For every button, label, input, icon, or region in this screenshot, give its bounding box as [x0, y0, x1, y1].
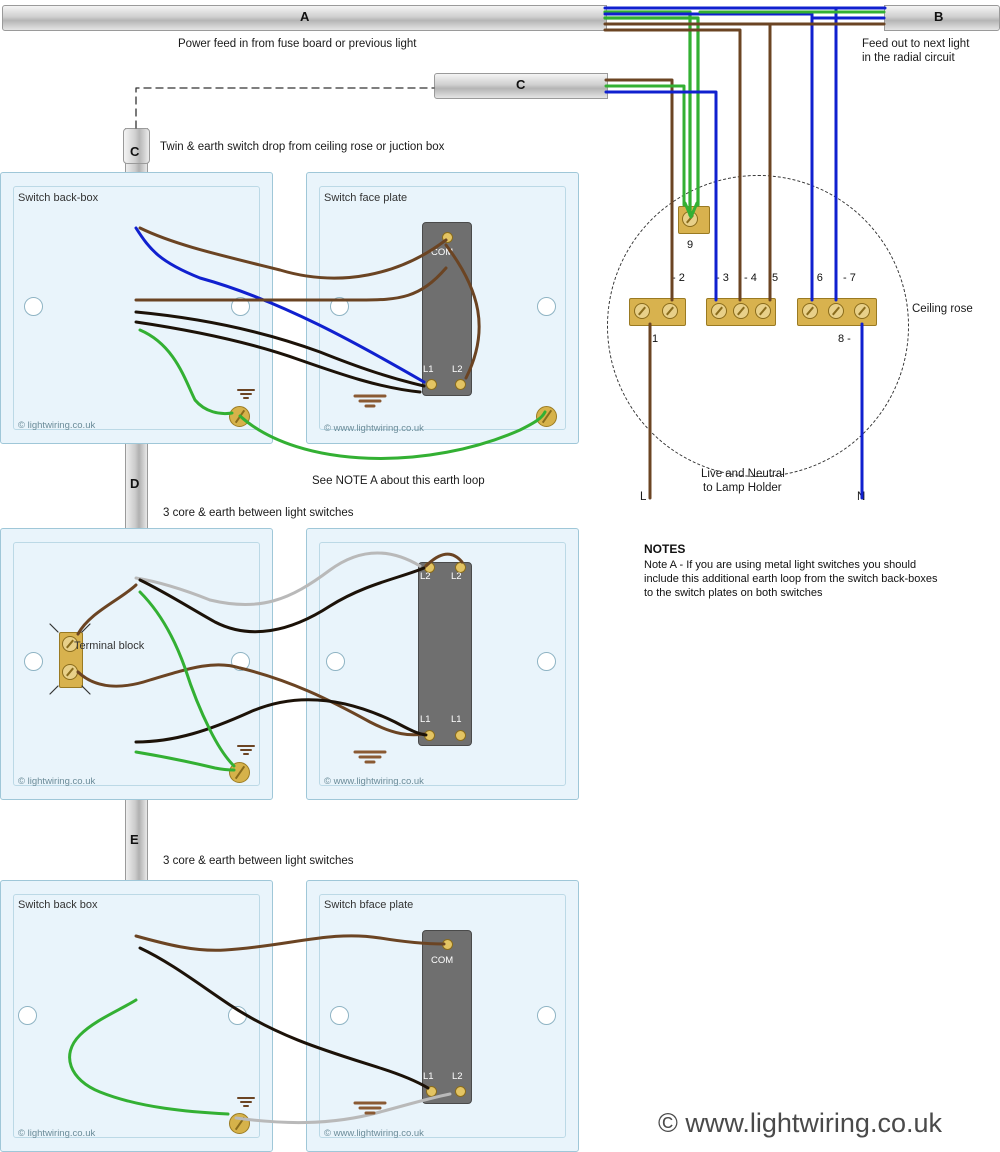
wire-s2-brown-from-block: [78, 665, 240, 686]
cable-d-label: D: [130, 476, 140, 491]
wire-s1-earth-backbox: [140, 330, 232, 414]
wire-s1-earth-loop-note-a: [240, 412, 545, 458]
switch2-backbox-copyright: © lightwiring.co.uk: [18, 776, 96, 787]
cable-e-label: E: [130, 832, 139, 847]
switch2-faceplate-copyright: © www.lightwiring.co.uk: [324, 776, 424, 787]
wire-brown-a-to-rose-5: [605, 24, 770, 300]
switch3-com-label: COM: [431, 955, 454, 966]
switch2-l1-right-label: L1: [451, 714, 462, 725]
wire-earth-a-to-rose: [605, 12, 690, 215]
rose-number-7: - 7: [843, 272, 856, 284]
switch1-com-label: COM: [431, 247, 454, 258]
wire-s1-blue-to-l1: [136, 228, 424, 382]
feed-out-label-line2: in the radial circuit: [862, 52, 955, 64]
switch2-l2-right-label: L2: [451, 571, 462, 582]
rose-number-3: - 3: [716, 272, 729, 284]
wire-s1-black-to-l1: [136, 312, 424, 386]
wire-s2-earth-2: [136, 752, 234, 770]
earth-symbol-s3-backbox: [238, 1098, 254, 1106]
three-core-label-1: 3 core & earth between light switches: [163, 507, 354, 519]
earth-sleeve-s1-face: [355, 396, 385, 406]
switch1-backbox-label: Switch back-box: [18, 192, 99, 204]
earth-symbol-s2-backbox: [238, 746, 254, 754]
neutral-label: N: [857, 491, 866, 503]
rose-number-2: - 2: [672, 272, 685, 284]
rose-number-6: - 6: [810, 272, 823, 284]
terminal-block-marks: [50, 624, 90, 694]
rose-number-5: 5: [772, 272, 779, 284]
wire-s2-black-bottom: [136, 700, 426, 742]
wire-blue-a-to-rose-6: [605, 14, 812, 300]
cable-a-label: A: [300, 9, 310, 24]
notes-line-2: include this additional earth loop from the switch back-boxes: [644, 573, 938, 585]
wire-c-brown-to-rose-2: [606, 80, 672, 300]
rose-number-9: 9: [687, 239, 694, 251]
lamp-holder-label-line1: Live and Neutral: [701, 468, 785, 480]
wire-s3-brown-to-com: [136, 936, 444, 951]
wire-s2-black-top: [140, 568, 424, 632]
switch3-faceplate-copyright: © www.lightwiring.co.uk: [324, 1128, 424, 1139]
wire-s3-grey-to-l2: [236, 1094, 450, 1123]
switch3-faceplate-label: Switch bface plate: [324, 899, 414, 911]
switch3-l1-label: L1: [423, 1071, 434, 1082]
switch1-faceplate-copyright: © www.lightwiring.co.uk: [324, 423, 424, 434]
three-core-label-2: 3 core & earth between light switches: [163, 855, 354, 867]
cable-b-label: B: [934, 9, 944, 24]
rose-number-8: 8 -: [838, 333, 851, 345]
dashed-link-c: [136, 88, 434, 128]
notes-heading: NOTES: [644, 542, 686, 556]
wire-s2-l2-link: [426, 554, 462, 566]
power-feed-label: Power feed in from fuse board or previous light: [178, 38, 417, 50]
switch3-backbox-label: Switch back box: [18, 899, 98, 911]
switch1-l2-label: L2: [452, 364, 463, 375]
note-a-reference-label: See NOTE A about this earth loop: [312, 475, 485, 487]
feed-out-label-line1: Feed out to next light: [862, 38, 970, 50]
ceiling-rose-label: Ceiling rose: [912, 303, 973, 315]
wire-s3-earth: [70, 1000, 228, 1114]
notes-line-3: to the switch plates on both switches: [644, 587, 823, 599]
terminal-block-label: Terminal block: [74, 640, 145, 652]
site-watermark: © www.lightwiring.co.uk: [658, 1108, 942, 1138]
rose-number-4: - 4: [744, 272, 757, 284]
switch-drop-label: Twin & earth switch drop from ceiling rose or juction box: [160, 141, 445, 153]
switch2-l1-left-label: L1: [420, 714, 431, 725]
lamp-holder-label-line2: to Lamp Holder: [703, 482, 782, 494]
wire-s3-black-to-l1: [140, 948, 428, 1088]
earth-sleeve-s2-face: [355, 752, 385, 762]
earth-symbol-s1-backbox: [238, 390, 254, 398]
switch3-l2-label: L2: [452, 1071, 463, 1082]
cable-c-horizontal-label: C: [516, 77, 526, 92]
switch1-backbox-copyright: © lightwiring.co.uk: [18, 420, 96, 431]
live-label: L: [640, 491, 647, 503]
cable-c-vertical-label: C: [130, 144, 140, 159]
rose-number-1: 1: [652, 333, 659, 345]
switch2-l2-left-label: L2: [420, 571, 431, 582]
switch1-faceplate-label: Switch face plate: [324, 192, 408, 204]
notes-line-1: Note A - If you are using metal light switches you should: [644, 559, 917, 571]
switch3-backbox-copyright: © lightwiring.co.uk: [18, 1128, 96, 1139]
wire-s1-com-loop: [446, 245, 479, 378]
switch1-l1-label: L1: [423, 364, 434, 375]
